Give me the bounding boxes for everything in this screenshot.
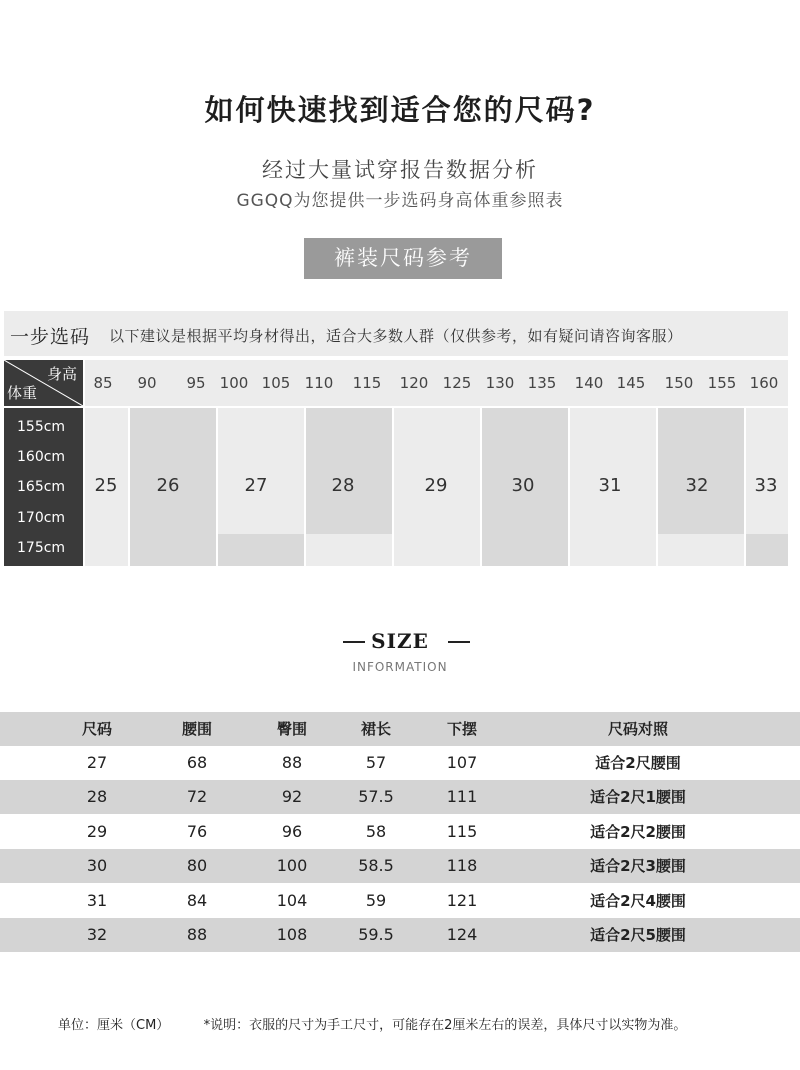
table-cell: 59 <box>365 891 387 910</box>
size-block-bottom <box>218 534 304 566</box>
weight-label: 125 <box>442 374 472 392</box>
size-block-bottom <box>130 534 216 566</box>
size-section-title: SIZE <box>371 629 429 653</box>
weight-label: 160 <box>749 374 779 392</box>
table-cell: 118 <box>446 856 478 875</box>
table-cell: 107 <box>446 753 478 772</box>
table-cell: 76 <box>186 822 208 841</box>
table-cell: 适合2尺腰围 <box>595 754 681 772</box>
weight-label: 150 <box>664 374 694 392</box>
size-number: 26 <box>156 475 180 496</box>
weight-label: 105 <box>261 374 291 392</box>
table-header-cell: 臀围 <box>276 720 307 738</box>
table-cell: 59.5 <box>358 925 394 944</box>
subtitle-provider: GGQQ为您提供一步选码身高体重参照表 <box>236 191 564 211</box>
table-cell: 104 <box>276 891 308 910</box>
weight-label: 145 <box>616 374 646 392</box>
grid-corner <box>4 360 83 406</box>
table-cell: 121 <box>446 891 478 910</box>
section-badge: 裤装尺码参考 <box>304 238 502 279</box>
table-cell: 适合2尺1腰围 <box>590 788 686 806</box>
footer-disclaimer: *说明：衣服的尺寸为手工尺寸，可能存在2厘米左右的误差，具体尺寸以实物为准。 <box>203 1018 687 1033</box>
table-cell: 适合2尺2腰围 <box>590 823 686 841</box>
size-block-bottom <box>394 534 480 566</box>
table-cell: 30 <box>86 856 108 875</box>
table-cell: 58.5 <box>358 856 394 875</box>
height-label: 165cm <box>17 479 66 495</box>
table-cell: 27 <box>86 753 108 772</box>
table-cell: 72 <box>186 787 208 806</box>
table-header-cell: 裙长 <box>360 720 391 738</box>
size-block <box>658 408 744 534</box>
table-cell: 58 <box>365 822 387 841</box>
height-label: 175cm <box>17 540 66 556</box>
size-block-bottom <box>658 534 744 566</box>
size-block <box>482 408 568 534</box>
size-block-bottom <box>570 534 656 566</box>
table-cell: 100 <box>276 856 308 875</box>
table-cell: 92 <box>281 787 303 806</box>
weight-label: 135 <box>527 374 557 392</box>
table-cell: 96 <box>281 822 303 841</box>
size-block <box>85 408 128 534</box>
table-cell: 32 <box>86 925 108 944</box>
table-row <box>0 849 800 883</box>
table-cell: 适合2尺3腰围 <box>590 857 686 875</box>
table-header-cell: 腰围 <box>181 720 212 738</box>
table-header-cell: 尺码 <box>81 720 112 738</box>
table-cell: 31 <box>86 891 108 910</box>
table-header-cell: 下摆 <box>446 720 477 738</box>
weight-label: 155 <box>707 374 737 392</box>
weight-label: 115 <box>352 374 382 392</box>
weight-label: 120 <box>399 374 429 392</box>
size-block <box>130 408 216 534</box>
table-cell: 124 <box>446 925 478 944</box>
table-row <box>0 780 800 814</box>
weight-label: 140 <box>574 374 604 392</box>
table-cell: 115 <box>446 822 478 841</box>
corner-height-label: 身高 <box>46 365 77 383</box>
table-cell: 111 <box>446 787 478 806</box>
table-row <box>0 746 800 780</box>
size-number: 25 <box>94 475 118 496</box>
table-cell: 适合2尺4腰围 <box>590 892 686 910</box>
weight-label: 100 <box>219 374 249 392</box>
table-row <box>0 884 800 918</box>
size-block <box>746 408 788 534</box>
table-header-cell: 尺码对照 <box>607 720 668 738</box>
size-block <box>570 408 656 534</box>
recommend-note: 以下建议是根据平均身材得出，适合大多数人群（仅供参考，如有疑问请咨询客服） <box>109 327 683 345</box>
height-label: 170cm <box>17 510 66 526</box>
size-block-bottom <box>482 534 568 566</box>
size-block <box>218 408 304 534</box>
size-number: 27 <box>244 475 268 496</box>
size-number: 30 <box>511 475 535 496</box>
size-block <box>394 408 480 534</box>
table-cell: 88 <box>281 753 303 772</box>
page-title: 如何快速找到适合您的尺码? <box>204 93 596 127</box>
table-cell: 80 <box>186 856 208 875</box>
table-row <box>0 815 800 849</box>
size-number: 29 <box>424 475 448 496</box>
size-number: 31 <box>598 475 622 496</box>
weight-label: 110 <box>304 374 334 392</box>
size-block-bottom <box>85 534 128 566</box>
table-row <box>0 918 800 952</box>
weight-label: 85 <box>93 374 113 392</box>
weight-label: 95 <box>186 374 206 392</box>
table-header-row <box>0 712 800 746</box>
corner-weight-label: 体重 <box>7 384 38 402</box>
height-label: 160cm <box>17 449 66 465</box>
table-cell: 适合2尺5腰围 <box>590 926 686 944</box>
size-number: 32 <box>685 475 709 496</box>
size-block-bottom <box>306 534 392 566</box>
weight-label: 130 <box>485 374 515 392</box>
size-number: 28 <box>331 475 355 496</box>
footer-note <box>58 1014 686 1033</box>
size-block-bottom <box>746 534 788 566</box>
size-dash-left <box>343 641 365 643</box>
size-dash-right <box>448 641 470 643</box>
size-section-subtitle: INFORMATION <box>352 660 448 674</box>
table-cell: 108 <box>276 925 308 944</box>
subtitle-analysis: 经过大量试穿报告数据分析 <box>262 158 538 182</box>
size-number: 33 <box>754 475 778 496</box>
table-cell: 88 <box>186 925 208 944</box>
footer-unit: 单位：厘米（CM） <box>58 1018 170 1033</box>
table-cell: 28 <box>86 787 108 806</box>
weight-label: 90 <box>137 374 157 392</box>
table-cell: 84 <box>186 891 208 910</box>
table-cell: 57 <box>365 753 387 772</box>
table-cell: 57.5 <box>358 787 394 806</box>
height-label: 155cm <box>17 419 66 435</box>
recommend-heading: 一步选码 <box>10 326 91 348</box>
table-cell: 68 <box>186 753 208 772</box>
size-block <box>306 408 392 534</box>
table-cell: 29 <box>86 822 108 841</box>
